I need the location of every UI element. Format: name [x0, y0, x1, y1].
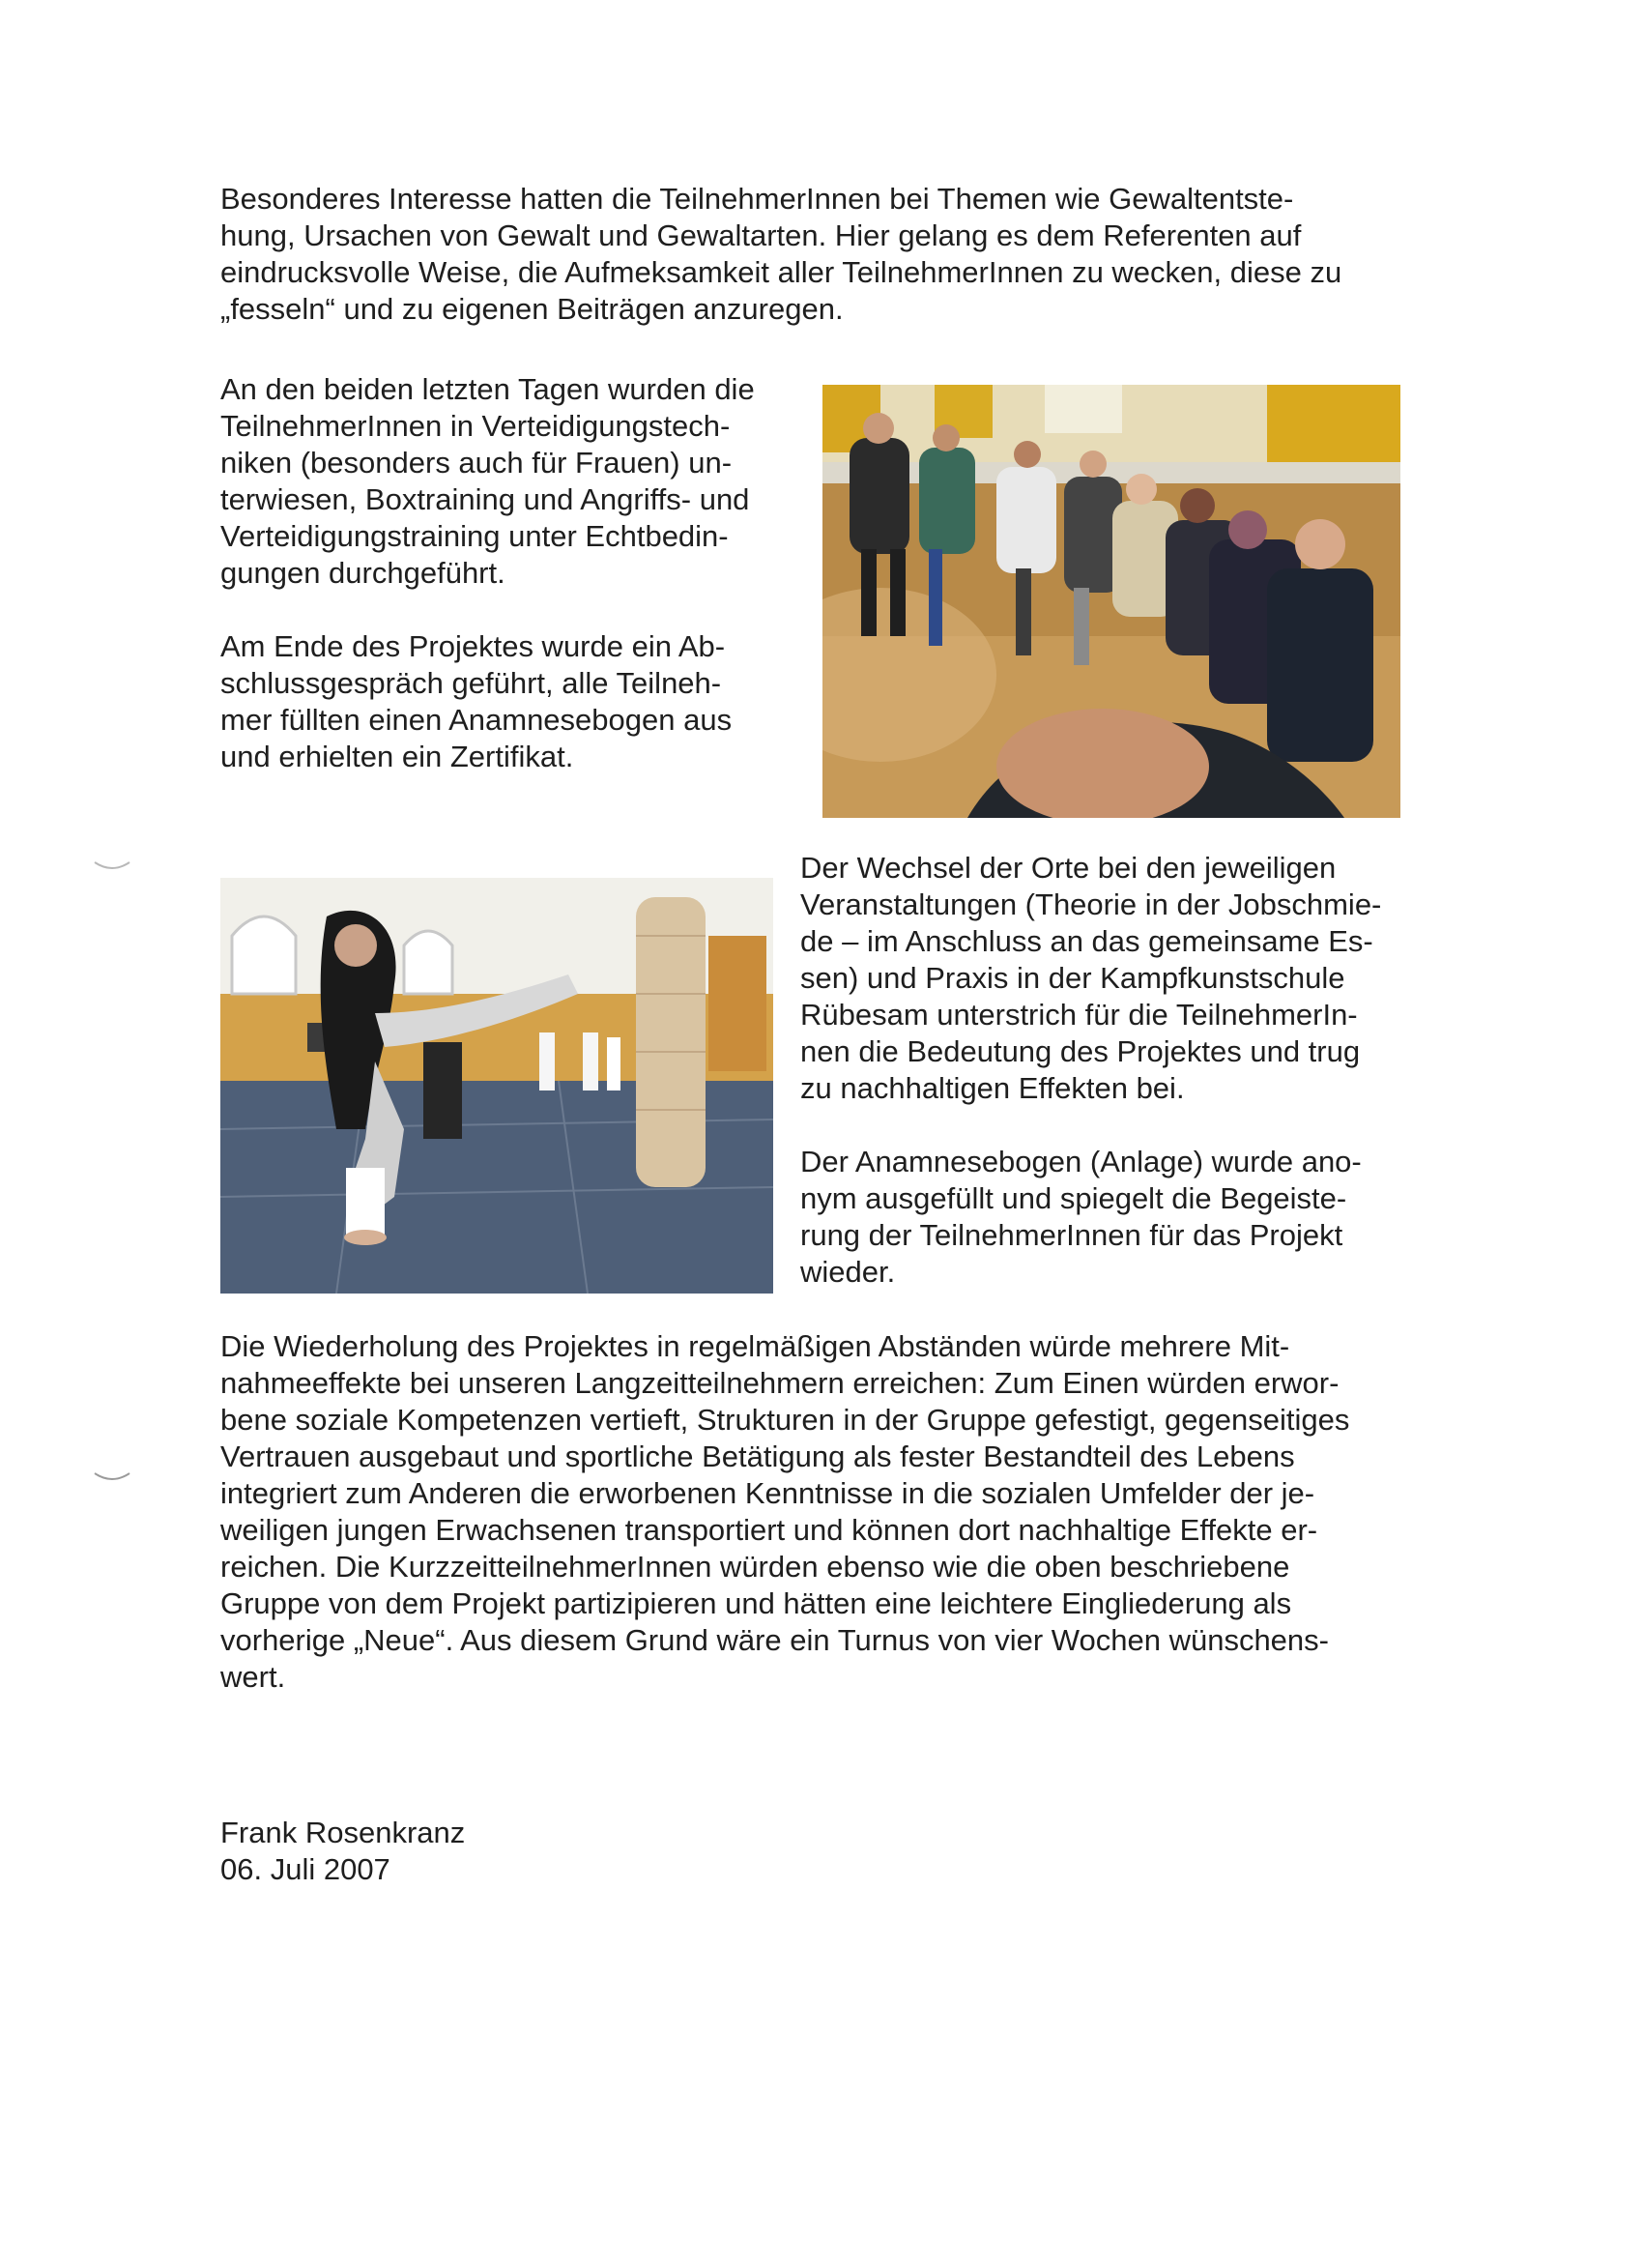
signature-block — [220, 1815, 800, 1888]
signature-date: 06. Juli 2007 — [220, 1852, 390, 1886]
punch-hole-mark-lower — [93, 1469, 131, 1485]
paragraph-anamnesis: Der Anamnesebogen (Anlage) wurde ano- nym ausgefüllt und spiegelt die Begeiste- rung der TeilnehmerInnen für das Projekt wieder. — [800, 1145, 1362, 1289]
signature-name: Frank Rosenkranz — [220, 1816, 466, 1849]
paragraph-ending: Am Ende des Projektes wurde ein Ab- schlussgespräch geführt, alle Teilneh- mer füllten einen Anamnesebogen aus und erhielten ein Zertifikat. — [220, 629, 733, 773]
paragraph-training: An den beiden letzten Tagen wurden die TeilnehmerInnen in Verteidigungstech- niken (besonders auch für Frauen) un- terwiesen, Boxtraining und Angriffs- und Verteidigungstraining unter Echtbedin- gungen durchgeführt. — [220, 372, 755, 590]
photo-martial-arts-training — [220, 878, 773, 1294]
paragraph-places: Der Wechsel der Orte bei den jeweiligen Veranstaltungen (Theorie in der Jobschmie- de – im Anschluss an das gemeinsame Es- sen) und Praxis in der Kampfkunstschule Rübesam unterstrich für die TeilnehmerIn- nen die Bedeutung des Projektes und trug zu nachhaltigen Effekten bei. — [800, 851, 1382, 1105]
photo-seated-group — [822, 385, 1400, 818]
punch-hole-mark-upper — [93, 858, 131, 874]
paragraph-intro: Besonderes Interesse hatten die TeilnehmerInnen bei Themen wie Gewaltentste- hung, Ursachen von Gewalt und Gewaltarten. Hier gelang es dem Referenten auf eindrucksvolle Weise, die Aufmeksamkeit aller TeilnehmerInnen zu wecken, diese zu „fesseln“ und zu eigenen Beiträgen anzuregen. — [220, 182, 1342, 326]
paragraph-repetition: Die Wiederholung des Projektes in regelmäßigen Abständen würde mehrere Mit- nahmeeffekte bei unseren Langzeitteilnehmern erreichen: Zum Einen würden erwor- bene soziale Kompetenzen vertieft, Strukturen in der Gruppe gefestigt, gegenseitiges Vertrauen ausgebaut und sportliche Betätigung als fester Bestandteil des Lebens integriert zum Anderen die erworbenen Kenntnisse in die sozialen Umfelder der je- weiligen jungen Erwachsenen transportiert und können dort nachhaltige Effekte er- reichen. Die KurzzeitteilnehmerInnen würden ebenso wie die oben beschriebene Gruppe von dem Projekt partizipieren und hätten eine leichtere Eingliederung als vorherige „Neue“. Aus diesem Grund wäre ein Turnus von vier Wochen wünschens- wert. — [220, 1329, 1350, 1694]
